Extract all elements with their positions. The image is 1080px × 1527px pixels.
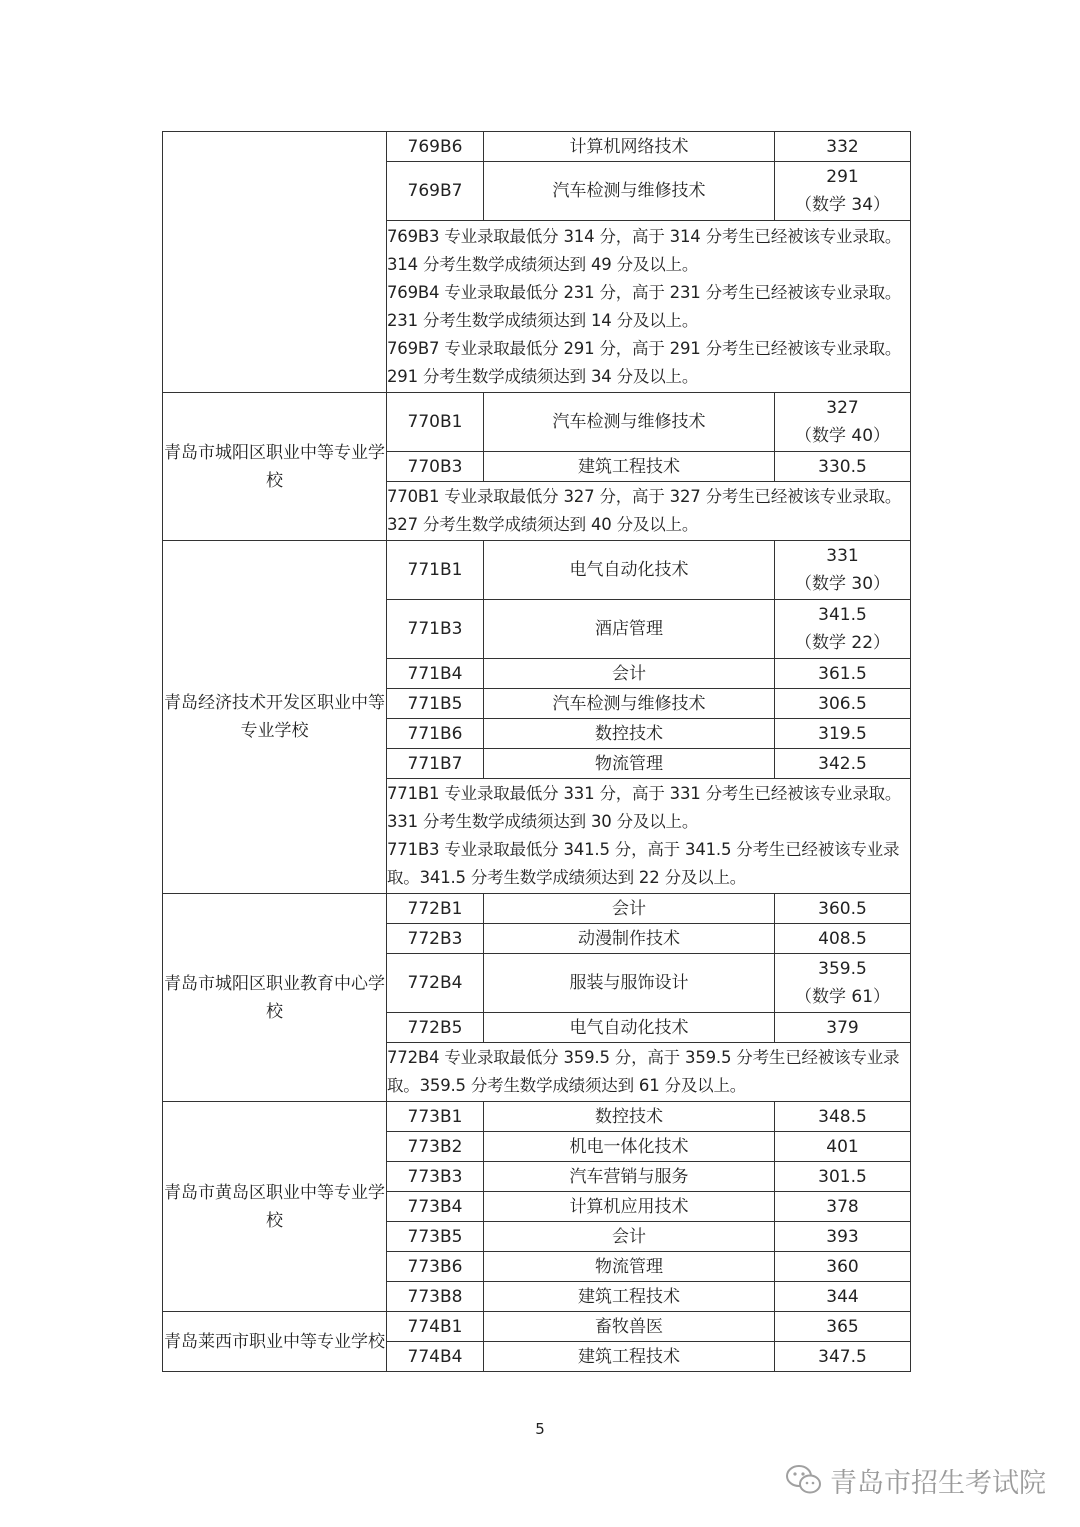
major-name: 物流管理: [484, 749, 775, 779]
school-name: 青岛市城阳区职业中等专业学校: [163, 393, 387, 541]
watermark: [784, 1462, 1046, 1498]
major-name: 汽车检测与维修技术: [484, 393, 775, 452]
major-name: 数控技术: [484, 719, 775, 749]
major-code: 773B6: [387, 1252, 484, 1282]
major-name: 电气自动化技术: [484, 541, 775, 600]
admission-note: 771B1 专业录取最低分 331 分，高于 331 分考生已经被该专业录取。331 分考生数学成绩须达到 30 分及以上。 771B3 专业录取最低分 341.5 分，高于 341.5 分考生已经被该专业录取。341.5 分考生数学成绩须达到 22 分及以上。: [387, 779, 911, 894]
math-requirement: （数学 34）: [794, 195, 891, 215]
min-score: 348.5: [775, 1102, 911, 1132]
min-score: 332: [775, 132, 911, 162]
major-code: 771B7: [387, 749, 484, 779]
min-score: 319.5: [775, 719, 911, 749]
major-code: 771B1: [387, 541, 484, 600]
min-score: 344: [775, 1282, 911, 1312]
school-name: 青岛莱西市职业中等专业学校: [163, 1312, 387, 1372]
major-code: 769B7: [387, 162, 484, 221]
major-name: 汽车检测与维修技术: [484, 689, 775, 719]
min-score: 360: [775, 1252, 911, 1282]
major-code: 773B4: [387, 1192, 484, 1222]
school-name: 青岛经济技术开发区职业中等专业学校: [163, 541, 387, 894]
min-score: 360.5: [775, 894, 911, 924]
table-row: [163, 393, 911, 452]
min-score: 331 （数学 30）: [775, 541, 911, 600]
major-code: 772B3: [387, 924, 484, 954]
min-score: 342.5: [775, 749, 911, 779]
page-number: 5: [535, 1420, 545, 1438]
major-code: 772B4: [387, 954, 484, 1013]
min-score: 361.5: [775, 659, 911, 689]
major-name: 建筑工程技术: [484, 1342, 775, 1372]
major-name: 计算机网络技术: [484, 132, 775, 162]
major-name: 会计: [484, 894, 775, 924]
min-score: 365: [775, 1312, 911, 1342]
watermark-text: 青岛市招生考试院: [830, 1467, 1046, 1499]
major-code: 773B2: [387, 1132, 484, 1162]
table-row: [163, 894, 911, 924]
min-score: 306.5: [775, 689, 911, 719]
admission-note: 770B1 专业录取最低分 327 分，高于 327 分考生已经被该专业录取。327 分考生数学成绩须达到 40 分及以上。: [387, 482, 911, 541]
major-code: 774B4: [387, 1342, 484, 1372]
major-code: 772B5: [387, 1013, 484, 1043]
major-name: 会计: [484, 659, 775, 689]
table-row: [163, 1102, 911, 1132]
major-name: 电气自动化技术: [484, 1013, 775, 1043]
math-requirement: （数学 40）: [794, 426, 891, 446]
major-name: 数控技术: [484, 1102, 775, 1132]
school-name: [163, 132, 387, 393]
major-name: 汽车检测与维修技术: [484, 162, 775, 221]
school-name: 青岛市黄岛区职业中等专业学校: [163, 1102, 387, 1312]
school-name: 青岛市城阳区职业教育中心学校: [163, 894, 387, 1102]
table-row: [163, 132, 911, 162]
major-code: 771B3: [387, 600, 484, 659]
min-score: 378: [775, 1192, 911, 1222]
major-name: 畜牧兽医: [484, 1312, 775, 1342]
major-code: 770B1: [387, 393, 484, 452]
major-name: 服装与服饰设计: [484, 954, 775, 1013]
major-name: 建筑工程技术: [484, 1282, 775, 1312]
min-score: 330.5: [775, 452, 911, 482]
major-name: 动漫制作技术: [484, 924, 775, 954]
major-name: 酒店管理: [484, 600, 775, 659]
major-name: 会计: [484, 1222, 775, 1252]
table-row: [163, 541, 911, 600]
admission-note: 772B4 专业录取最低分 359.5 分，高于 359.5 分考生已经被该专业录取。359.5 分考生数学成绩须达到 61 分及以上。: [387, 1043, 911, 1102]
math-requirement: （数学 22）: [794, 633, 891, 653]
major-name: 建筑工程技术: [484, 452, 775, 482]
min-score: 359.5 （数学 61）: [775, 954, 911, 1013]
min-score: 401: [775, 1132, 911, 1162]
major-code: 770B3: [387, 452, 484, 482]
min-score: 327 （数学 40）: [775, 393, 911, 452]
table-row: [163, 1312, 911, 1342]
admission-score-table: [162, 131, 911, 1372]
math-requirement: （数学 30）: [794, 574, 891, 594]
wechat-icon: [784, 1463, 824, 1497]
min-score: 379: [775, 1013, 911, 1043]
major-code: 773B1: [387, 1102, 484, 1132]
admission-note: 769B3 专业录取最低分 314 分，高于 314 分考生已经被该专业录取。314 分考生数学成绩须达到 49 分及以上。 769B4 专业录取最低分 231 分，高于 231 分考生已经被该专业录取。231 分考生数学成绩须达到 14 分及以上。 769B7 专业录取最低分 291 分，高于 291 分考生已经被该专业录取。291 分考生数学成绩须达到 34 分及以上。: [387, 221, 911, 393]
major-code: 773B3: [387, 1162, 484, 1192]
math-requirement: （数学 61）: [794, 987, 891, 1007]
major-name: 物流管理: [484, 1252, 775, 1282]
min-score: 301.5: [775, 1162, 911, 1192]
major-code: 769B6: [387, 132, 484, 162]
min-score: 408.5: [775, 924, 911, 954]
major-code: 771B5: [387, 689, 484, 719]
major-code: 771B4: [387, 659, 484, 689]
min-score: 347.5: [775, 1342, 911, 1372]
major-name: 机电一体化技术: [484, 1132, 775, 1162]
major-code: 774B1: [387, 1312, 484, 1342]
major-code: 773B5: [387, 1222, 484, 1252]
min-score: 291 （数学 34）: [775, 162, 911, 221]
major-code: 771B6: [387, 719, 484, 749]
major-code: 772B1: [387, 894, 484, 924]
major-code: 773B8: [387, 1282, 484, 1312]
min-score: 341.5 （数学 22）: [775, 600, 911, 659]
major-name: 汽车营销与服务: [484, 1162, 775, 1192]
major-name: 计算机应用技术: [484, 1192, 775, 1222]
min-score: 393: [775, 1222, 911, 1252]
